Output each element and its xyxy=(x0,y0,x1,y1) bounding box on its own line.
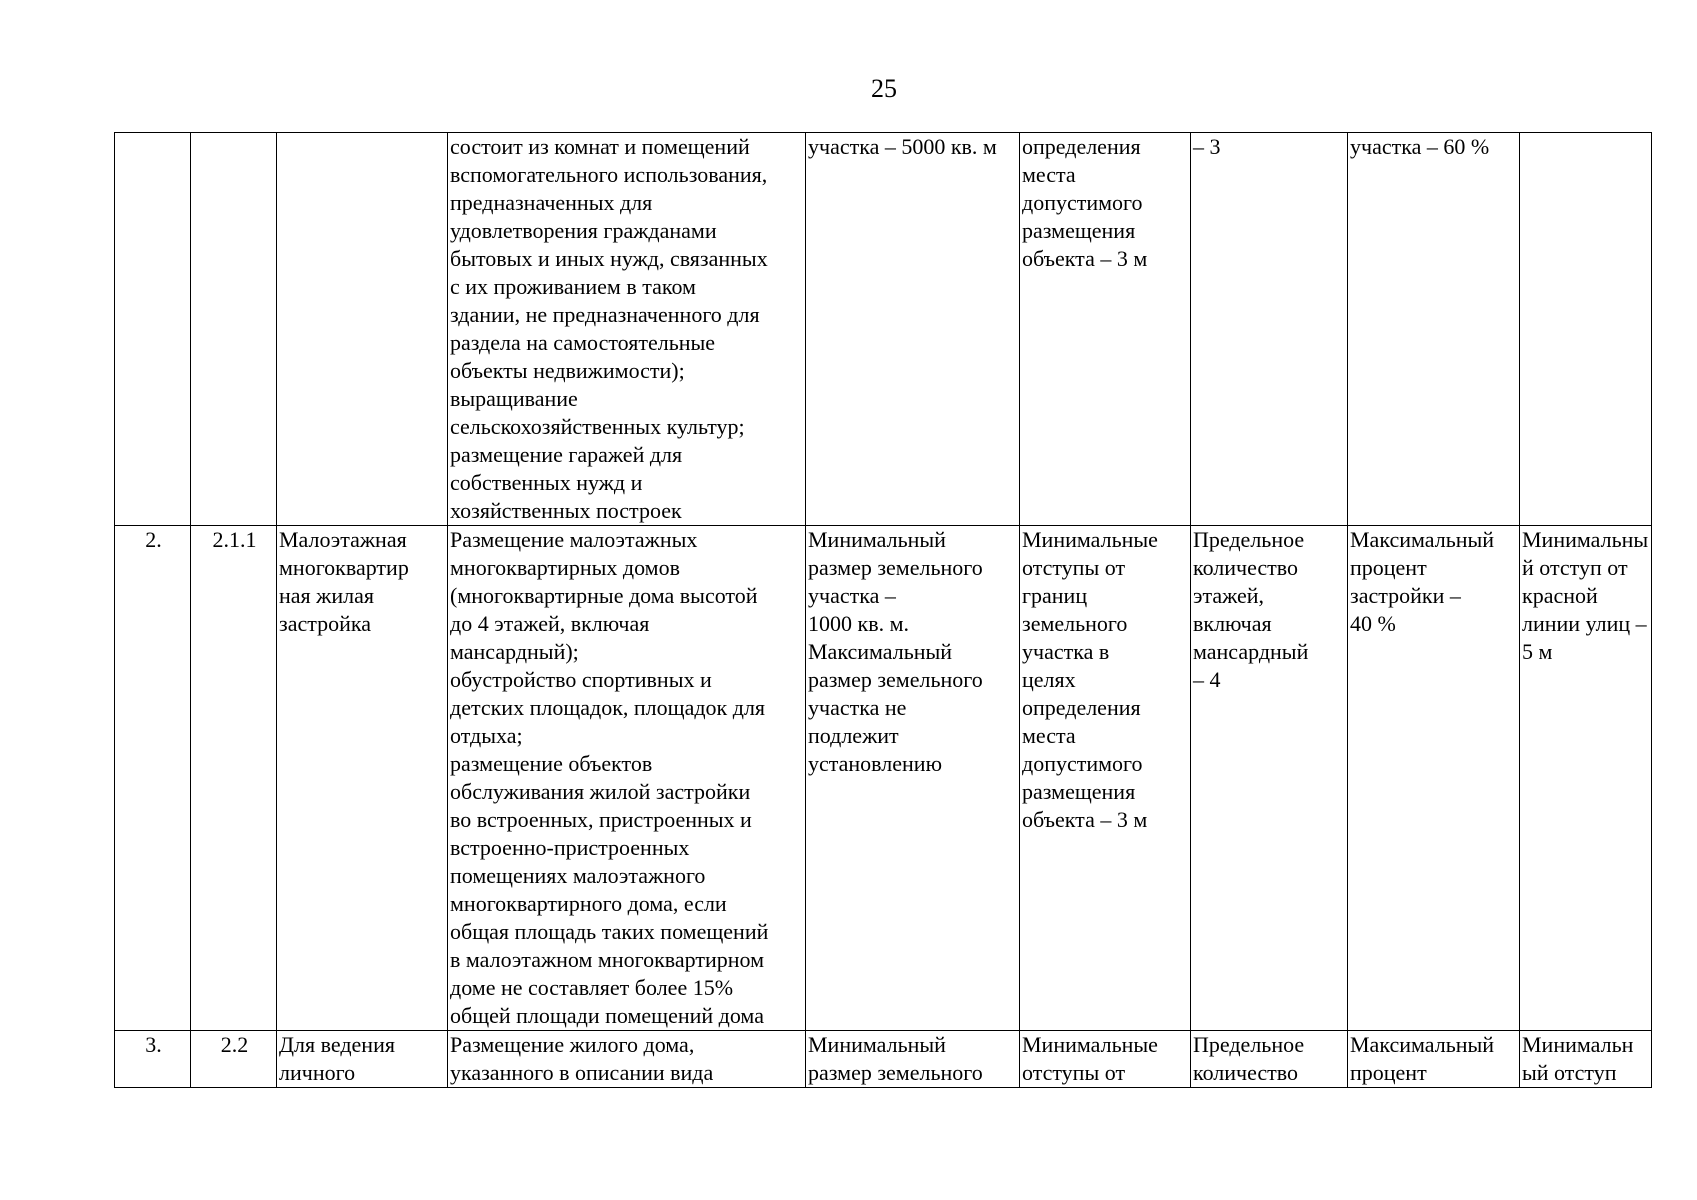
table-row xyxy=(115,133,1652,526)
setbacks-cell: Минимальные отступы от xyxy=(1020,1031,1191,1088)
use-description-cell: состоит из комнат и помещений вспомогательного использования, предназначенных для удовлетворения гражданами бытовых и иных нужд, связанных с их проживанием в таком здании, не предназначенного для раздела на самостоятельные объекты недвижимости); выращивание сельскохозяйственных культур; размещение гаражей для собственных нужд и хозяйственных построек xyxy=(448,133,806,526)
page-number: 25 xyxy=(871,74,897,103)
coverage-cell: участка – 60 % xyxy=(1348,133,1520,526)
use-name-cell: Малоэтажная многоквартир ная жилая застройка xyxy=(277,526,448,1031)
red-line-setback-cell xyxy=(1520,133,1652,526)
floors-cell: Предельное количество xyxy=(1191,1031,1348,1088)
zoning-regulations-table xyxy=(114,132,1652,1088)
use-name-cell: Для ведения личного xyxy=(277,1031,448,1088)
row-number-cell xyxy=(115,133,191,526)
coverage-cell: Максимальный процент xyxy=(1348,1031,1520,1088)
table-row xyxy=(115,526,1652,1031)
row-number-cell: 3. xyxy=(115,1031,191,1088)
setbacks-cell: Минимальные отступы от границ земельного участка в целях определения места допустимого размещения объекта – 3 м xyxy=(1020,526,1191,1031)
plot-size-cell: участка – 5000 кв. м xyxy=(806,133,1020,526)
plot-size-cell: Минимальный размер земельного xyxy=(806,1031,1020,1088)
use-code-cell xyxy=(191,133,277,526)
use-code-cell: 2.1.1 xyxy=(191,526,277,1031)
coverage-cell: Максимальный процент застройки – 40 % xyxy=(1348,526,1520,1031)
use-description-cell: Размещение малоэтажных многоквартирных домов (многоквартирные дома высотой до 4 этажей, включая мансардный); обустройство спортивных и детских площадок, площадок для отдыха; размещение объектов обслуживания жилой застройки во встроенных, пристроенных и встроенно-пристроенных помещениях малоэтажного многоквартирного дома, если общая площадь таких помещений в малоэтажном многоквартирном доме не составляет более 15% общей площади помещений дома xyxy=(448,526,806,1031)
red-line-setback-cell: Минимальн ый отступ xyxy=(1520,1031,1652,1088)
plot-size-cell: Минимальный размер земельного участка – 1000 кв. м. Максимальный размер земельного участка не подлежит установлению xyxy=(806,526,1020,1031)
floors-cell: Предельное количество этажей, включая мансардный – 4 xyxy=(1191,526,1348,1031)
use-code-cell: 2.2 xyxy=(191,1031,277,1088)
row-number-cell: 2. xyxy=(115,526,191,1031)
setbacks-cell: определения места допустимого размещения объекта – 3 м xyxy=(1020,133,1191,526)
use-name-cell xyxy=(277,133,448,526)
floors-cell: – 3 xyxy=(1191,133,1348,526)
table-row xyxy=(115,1031,1652,1088)
red-line-setback-cell: Минимальны й отступ от красной линии улиц – 5 м xyxy=(1520,526,1652,1031)
use-description-cell: Размещение жилого дома, указанного в описании вида xyxy=(448,1031,806,1088)
